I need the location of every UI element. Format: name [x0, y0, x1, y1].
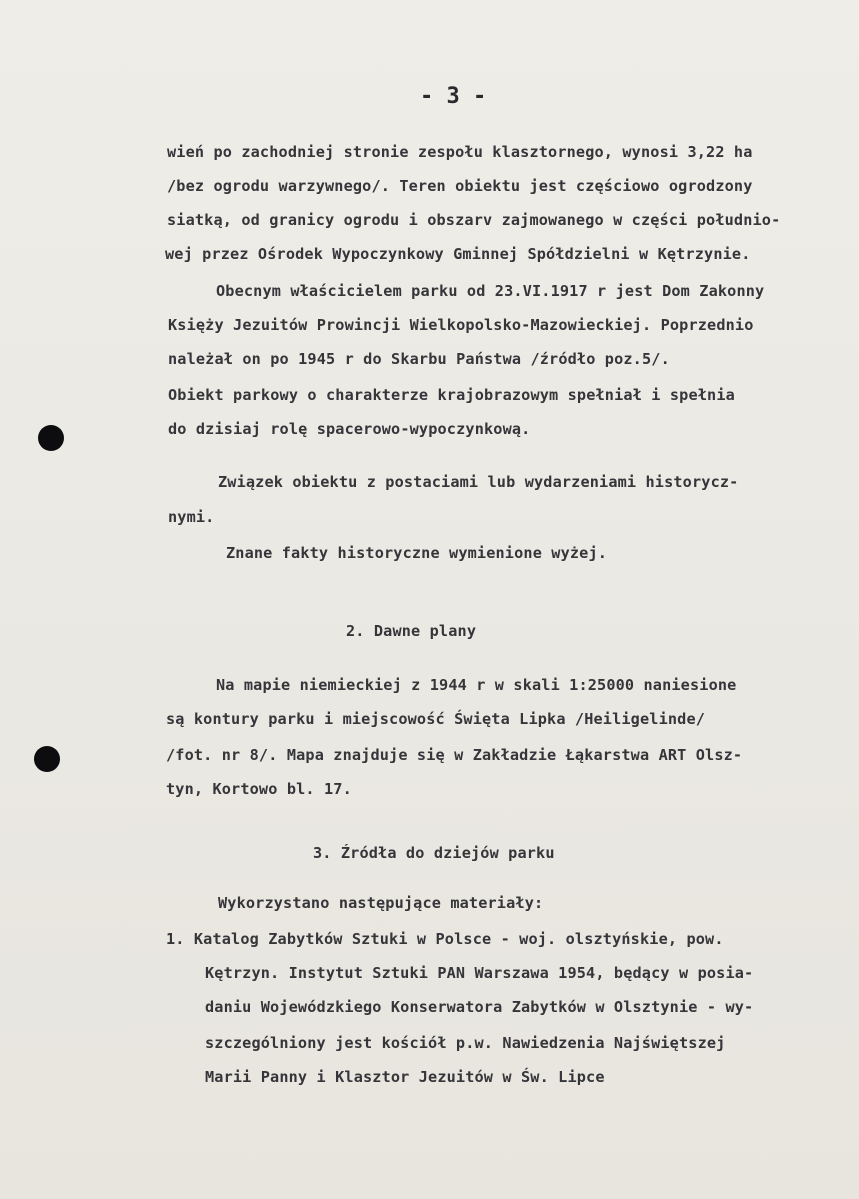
text-line: Znane fakty historyczne wymienione wyżej.	[226, 544, 608, 562]
text-line: do dzisiaj rolę spacerowo-wypoczynkową.	[168, 420, 531, 438]
text-line: Wykorzystano następujące materiały:	[218, 894, 544, 912]
text-line: siatką, od granicy ogrodu i obszarv zajmowanego w części południo-	[167, 211, 781, 229]
list-item-line: szczególniony jest kościół p.w. Nawiedzenia Najświętszej	[205, 1034, 726, 1052]
text-line: /fot. nr 8/. Mapa znajduje się w Zakładzie Łąkarstwa ART Olsz-	[166, 746, 743, 764]
text-line: Księży Jezuitów Prowincji Wielkopolsko-Mazowieckiej. Poprzednio	[168, 316, 754, 334]
text-line: Obiekt parkowy o charakterze krajobrazowym spełniał i spełnia	[168, 386, 735, 404]
text-line: /bez ogrodu warzywnego/. Teren obiektu jest częściowo ogrodzony	[167, 177, 753, 195]
text-line: tyn, Kortowo bl. 17.	[166, 780, 352, 798]
list-item-line: Kętrzyn. Instytut Sztuki PAN Warszawa 1954, będący w posia-	[205, 964, 754, 982]
text-line: należał on po 1945 r do Skarbu Państwa /źródło poz.5/.	[168, 350, 670, 368]
list-item-line: 1. Katalog Zabytków Sztuki w Polsce - woj. olsztyńskie, pow.	[166, 930, 724, 948]
list-item-line: Marii Panny i Klasztor Jezuitów w Św. Lipce	[205, 1068, 605, 1086]
list-item-line: daniu Wojewódzkiego Konserwatora Zabytków w Olsztynie - wy-	[205, 998, 754, 1016]
page-number: - 3 -	[420, 84, 487, 109]
text-line: Obecnym właścicielem parku od 23.VI.1917 r jest Dom Zakonny	[216, 282, 765, 300]
text-line: Na mapie niemieckiej z 1944 r w skali 1:25000 naniesione	[216, 676, 737, 694]
text-line: wień po zachodniej stronie zespołu klasztornego, wynosi 3,22 ha	[167, 143, 753, 161]
section-heading: 3. Źródła do dziejów parku	[313, 844, 555, 862]
punch-hole-bottom	[34, 746, 60, 772]
text-line: wej przez Ośrodek Wypoczynkowy Gminnej Spółdzielni w Kętrzynie.	[165, 245, 751, 263]
text-line: Związek obiektu z postaciami lub wydarzeniami historycz-	[218, 473, 739, 491]
text-line: nymi.	[168, 508, 215, 526]
punch-hole-top	[38, 425, 64, 451]
section-heading: 2. Dawne plany	[346, 622, 477, 640]
text-line: są kontury parku i miejscowość Święta Lipka /Heiligelinde/	[166, 710, 706, 728]
